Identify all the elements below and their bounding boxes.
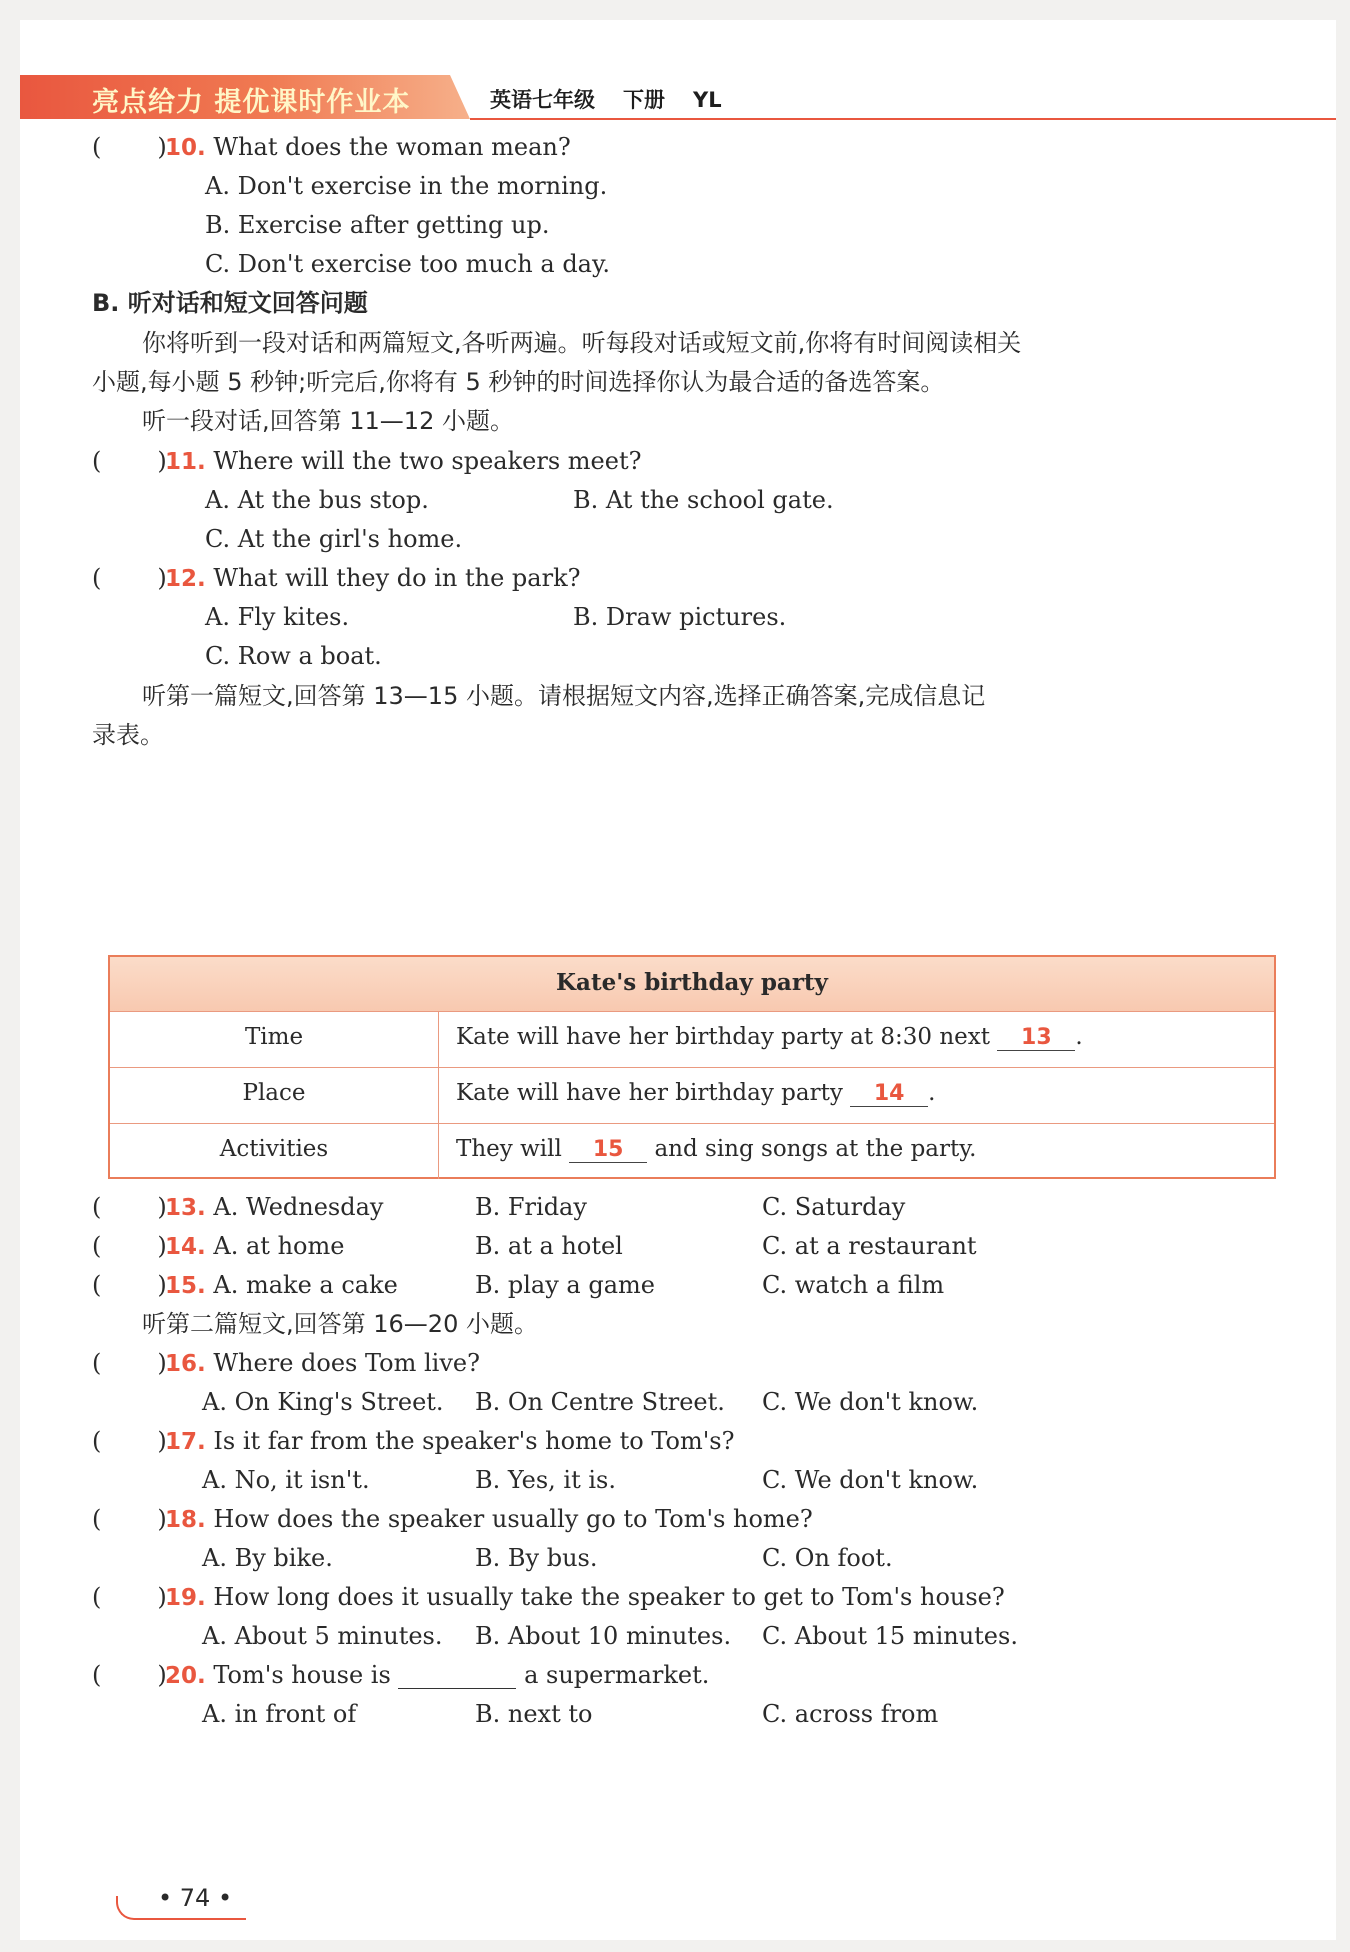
q10-option-c: C. Don't exercise too much a day. [205,250,610,278]
table-row [110,1067,1274,1123]
page-number-ornament [116,1896,146,1920]
q14-option-a: 14. A. at home [165,1232,345,1260]
q16-option-b: B. On Centre Street. [475,1388,725,1416]
q16-option-c: C. We don't know. [762,1388,979,1416]
q18-option-a: A. By bike. [202,1544,333,1572]
q19-option-b: B. About 10 minutes. [475,1622,732,1650]
q17-option-a: A. No, it isn't. [202,1466,370,1494]
q15-option-c: C. watch a film [762,1271,945,1299]
table-row [110,1011,1274,1067]
header-edition: YL [693,88,722,112]
question-10: 10. What does the woman mean? [165,133,571,161]
section-b-intro-line1: 你将听到一段对话和两篇短文,各听两遍。听每段对话或短文前,你将有时间阅读相关 [142,329,1022,357]
q17-option-b: B. Yes, it is. [475,1466,616,1494]
q13-option-b: B. Friday [475,1193,587,1221]
answer-paren-20[interactable]: ( ) [92,1661,167,1689]
q10-option-b: B. Exercise after getting up. [205,211,550,239]
q18-option-c: C. On foot. [762,1544,893,1572]
q13-option-a: 13. A. Wednesday [165,1193,384,1221]
q12-option-b: B. Draw pictures. [573,603,787,631]
q18-option-b: B. By bus. [475,1544,598,1572]
dialog-instruction: 听一段对话,回答第 11—12 小题。 [142,407,514,435]
q10-option-a: A. Don't exercise in the morning. [205,172,608,200]
passage1-instruction-line2: 录表。 [92,721,164,749]
row-label-place: Place [242,1080,306,1106]
row-label-activities: Activities [219,1136,329,1162]
section-b-intro-line2: 小题,每小题 5 秒钟;听完后,你将有 5 秒钟的时间选择你认为最合适的备选答案。 [92,368,945,396]
q15-option-b: B. play a game [475,1271,655,1299]
answer-paren-11[interactable]: ( ) [92,447,167,475]
row-label-time: Time [244,1024,304,1050]
question-18: 18. How does the speaker usually go to Tom's home? [165,1505,813,1533]
header-rule [470,118,1336,120]
answer-paren-19[interactable]: ( ) [92,1583,167,1611]
passage1-instruction-line1: 听第一篇短文,回答第 13—15 小题。请根据短文内容,选择正确答案,完成信息记 [142,682,986,710]
section-b-title: B. 听对话和短文回答问题 [92,289,368,317]
q19-option-a: A. About 5 minutes. [202,1622,443,1650]
q15-option-a: 15. A. make a cake [165,1271,398,1299]
table-row [110,1123,1274,1179]
q20-option-c: C. across from [762,1700,939,1728]
row-value-time: Kate will have her birthday party at 8:30 next 13 . [456,1024,1083,1050]
workbook-page [20,20,1336,1940]
question-17: 17. Is it far from the speaker's home to Tom's? [165,1427,735,1455]
q11-option-c: C. At the girl's home. [205,525,463,553]
blank-14[interactable]: 14 [850,1081,928,1107]
q12-option-a: A. Fly kites. [205,603,350,631]
passage2-instruction: 听第二篇短文,回答第 16—20 小题。 [142,1310,538,1338]
table-header [110,957,1274,1011]
question-16: 16. Where does Tom live? [165,1349,480,1377]
answer-paren-14[interactable]: ( ) [92,1232,167,1260]
row-value-activities: They will 15 and sing songs at the party. [456,1136,977,1162]
answer-paren-12[interactable]: ( ) [92,564,167,592]
answer-paren-13[interactable]: ( ) [92,1193,167,1221]
question-19: 19. How long does it usually take the speaker to get to Tom's house? [165,1583,1005,1611]
q14-option-c: C. at a restaurant [762,1232,977,1260]
blank-15[interactable]: 15 [569,1137,647,1163]
q14-option-b: B. at a hotel [475,1232,623,1260]
q11-option-b: B. At the school gate. [573,486,834,514]
question-11: 11. Where will the two speakers meet? [165,447,642,475]
answer-paren-10[interactable]: ( ) [92,133,167,161]
q13-option-c: C. Saturday [762,1193,906,1221]
page-number: • 74 • [158,1884,233,1912]
answer-paren-16[interactable]: ( ) [92,1349,167,1377]
blank-13[interactable]: 13 [997,1025,1075,1051]
header-title: 亮点给力 提优课时作业本 [92,87,411,118]
q12-option-c: C. Row a boat. [205,642,382,670]
q11-option-a: A. At the bus stop. [205,486,429,514]
header-subtitle [490,84,750,114]
q20-option-b: B. next to [475,1700,593,1728]
q17-option-c: C. We don't know. [762,1466,979,1494]
fill-blank-20[interactable] [398,1665,516,1689]
answer-paren-18[interactable]: ( ) [92,1505,167,1533]
header-volume: 下册 [623,88,665,112]
q19-option-c: C. About 15 minutes. [762,1622,1018,1650]
header-subject: 英语七年级 [490,88,595,112]
page-number-underline [138,1918,246,1920]
table-title: Kate's birthday party [556,969,828,996]
info-record-table [108,955,1276,1179]
row-value-place: Kate will have her birthday party 14 . [456,1080,936,1106]
answer-paren-15[interactable]: ( ) [92,1271,167,1299]
q16-option-a: A. On King's Street. [202,1388,444,1416]
q20-option-a: A. in front of [202,1700,357,1728]
question-20: 20. Tom's house is a supermarket. [165,1661,710,1689]
answer-paren-17[interactable]: ( ) [92,1427,167,1455]
question-12: 12. What will they do in the park? [165,564,581,592]
